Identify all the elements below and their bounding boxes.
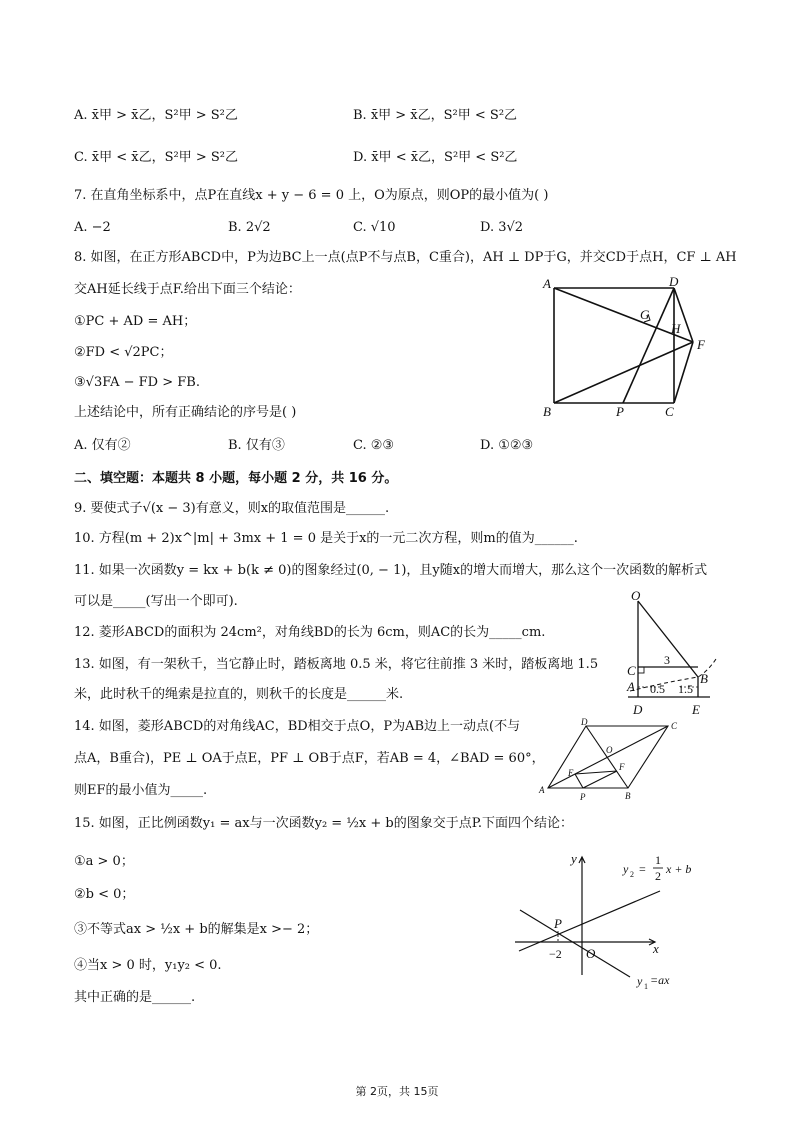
q13-line2: 米，此时秋千的绳索是拉直的，则秋千的长度是______米.	[74, 687, 404, 702]
q8-label-d: D	[669, 274, 679, 289]
q15-label-y: y	[571, 851, 577, 866]
q8-label-c: C	[665, 404, 674, 419]
q15-y2-half-num: 1	[655, 853, 661, 867]
q8-label-b: B	[543, 404, 551, 419]
q14-label-a: A	[539, 785, 545, 795]
q14-label-f: F	[619, 762, 625, 772]
q15-label-x: x	[653, 941, 659, 956]
q14-diagonal-ac	[548, 726, 668, 788]
q8-option-c: C. ②③	[353, 438, 395, 453]
q8-label-p: P	[616, 404, 624, 419]
q8-line-bf	[554, 342, 693, 403]
q12-text: 12. 菱形ABCD的面积为 24cm²，对角线BD的长为 6cm，则AC的长为_____cm.	[74, 625, 546, 640]
q7-option-b: B. 2√2	[228, 220, 271, 235]
q8-ask: 上述结论中，所有正确结论的序号是( )	[74, 405, 297, 420]
q15-conclusion-2: ②b < 0；	[74, 887, 135, 902]
q15-conclusion-1: ①a > 0；	[74, 854, 134, 869]
q7-option-d: D. 3√2	[480, 220, 524, 235]
q8-square-figure	[540, 270, 720, 420]
q14-label-b: B	[625, 791, 631, 801]
q6-option-b: B. x̄甲 > x̄乙，S²甲 < S²乙	[353, 108, 518, 123]
q15-ask: 其中正确的是______.	[74, 990, 196, 1005]
q15-label-neg2: −2	[549, 947, 562, 961]
q8-stem-line1: 8. 如图，在正方形ABCD中，P为边BC上一点(点P不与点B，C重合)，AH ⊥ DP于G，并交CD于点H，CF ⊥ AH	[74, 250, 737, 265]
q14-label-c: C	[671, 721, 678, 731]
page-footer: 第 2页，共 15页	[355, 1085, 439, 1098]
q13-right-angle-c	[638, 667, 644, 673]
q15-y2-tail: x + b	[666, 862, 692, 876]
q13-label-b: B	[700, 671, 708, 686]
q15-y1-equation	[636, 973, 670, 991]
q13-label-05: 0.5	[650, 682, 665, 696]
q15-conclusion-4: ④当x > 0 时，y₁y₂ < 0.	[74, 958, 222, 973]
q13-label-15: 1.5	[678, 682, 693, 696]
q13-label-3: 3	[664, 653, 670, 667]
q14-line2: 点A，B重合)，PE ⊥ OA于点E，PF ⊥ OB于点F，若AB = 4，∠BAD = 60°，	[74, 751, 545, 766]
q14-line3: 则EF的最小值为_____.	[74, 783, 208, 798]
q6-option-c: C. x̄甲 < x̄乙，S²甲 > S²乙	[74, 150, 238, 165]
q13-label-d: D	[633, 702, 643, 717]
q14-label-p: P	[580, 792, 586, 802]
q13-label-e: E	[692, 702, 700, 717]
q13-line1: 13. 如图，有一架秋千，当它静止时，踏板离地 0.5 米，将它往前推 3 米时，踏板离地 1.5	[74, 657, 599, 672]
q15-y2-half-den: 2	[655, 869, 661, 883]
q15-label-p: P	[554, 916, 562, 931]
q14-label-e: E	[568, 768, 574, 778]
q6-option-d: D. x̄甲 < x̄乙，S²甲 < S²乙	[353, 150, 518, 165]
q6-option-a: A. x̄甲 > x̄乙，S²甲 > S²乙	[74, 108, 238, 123]
q15-conclusion-3: ③不等式ax > ½x + b的解集是x >− 2；	[74, 922, 319, 937]
q15-graph-figure	[505, 843, 715, 993]
section-2-heading: 二、填空题：本题共 8 小题，每小题 2 分，共 16 分。	[74, 471, 398, 486]
q9-text: 9. 要使式子√(x − 3)有意义，则x的取值范围是______.	[74, 501, 390, 516]
q8-label-a: A	[543, 276, 551, 291]
q8-conclusion-1: ①PC + AD = AH；	[74, 314, 197, 329]
q11-line2: 可以是_____(写出一个即可).	[74, 594, 238, 609]
q14-diagonal-bd	[586, 726, 628, 788]
q15-y1-sub: 1	[644, 982, 648, 991]
q8-label-f: F	[697, 337, 705, 352]
q8-stem-line2: 交AH延长线于点F.给出下面三个结论：	[74, 282, 301, 297]
q7-option-a: A. −2	[74, 220, 111, 235]
q7-stem: 7. 在直角坐标系中，点P在直线x + y − 6 = 0 上，O为原点，则OP的最小值为( )	[74, 188, 549, 203]
q8-label-g: G	[640, 307, 650, 322]
q15-y2-sub: 2	[630, 870, 634, 879]
q8-option-d: D. ①②③	[480, 438, 534, 453]
q8-label-h: H	[671, 321, 681, 336]
q8-option-b: B. 仅有③	[228, 438, 285, 453]
q14-label-d: D	[581, 718, 588, 727]
q13-label-a: A	[627, 679, 635, 694]
q8-conclusion-2: ②FD < √2PC；	[74, 345, 173, 360]
q15-y2-name: y	[623, 862, 629, 876]
q8-option-a: A. 仅有②	[74, 438, 131, 453]
q8-line-cf	[674, 342, 693, 403]
q13-swing-figure	[622, 587, 722, 722]
q13-label-o: O	[631, 588, 641, 603]
q15-y2-equation	[622, 853, 691, 883]
q10-text: 10. 方程(m + 2)x^|m| + 3mx + 1 = 0 是关于x的一元二次方程，则m的值为______.	[74, 531, 578, 546]
q13-label-c: C	[627, 663, 636, 678]
q14-segment-pe	[575, 774, 583, 788]
q8-line-dp	[623, 288, 674, 403]
q15-label-o: O	[586, 946, 596, 961]
q15-y1-tail: =ax	[650, 973, 670, 987]
q15-stem: 15. 如图，正比例函数y₁ = ax与一次函数y₂ = ½x + b的图象交于点P.下面四个结论：	[74, 816, 573, 831]
q15-y1-name: y	[637, 974, 643, 988]
q7-option-c: C. √10	[353, 220, 396, 235]
q14-label-o: O	[606, 745, 613, 755]
q14-line1: 14. 如图，菱形ABCD的对角线AC，BD相交于点O，P为AB边上一动点(不与	[74, 719, 521, 734]
q14-rhombus-figure	[538, 718, 683, 803]
q15-y2-eq: =	[639, 862, 646, 876]
q11-line1: 11. 如果一次函数y = kx + b(k ≠ 0)的图象经过(0, − 1)，且y随x的增大而增大，那么这个一次函数的解析式	[74, 563, 708, 578]
q8-conclusion-3: ③√3FA − FD > FB.	[74, 375, 200, 390]
